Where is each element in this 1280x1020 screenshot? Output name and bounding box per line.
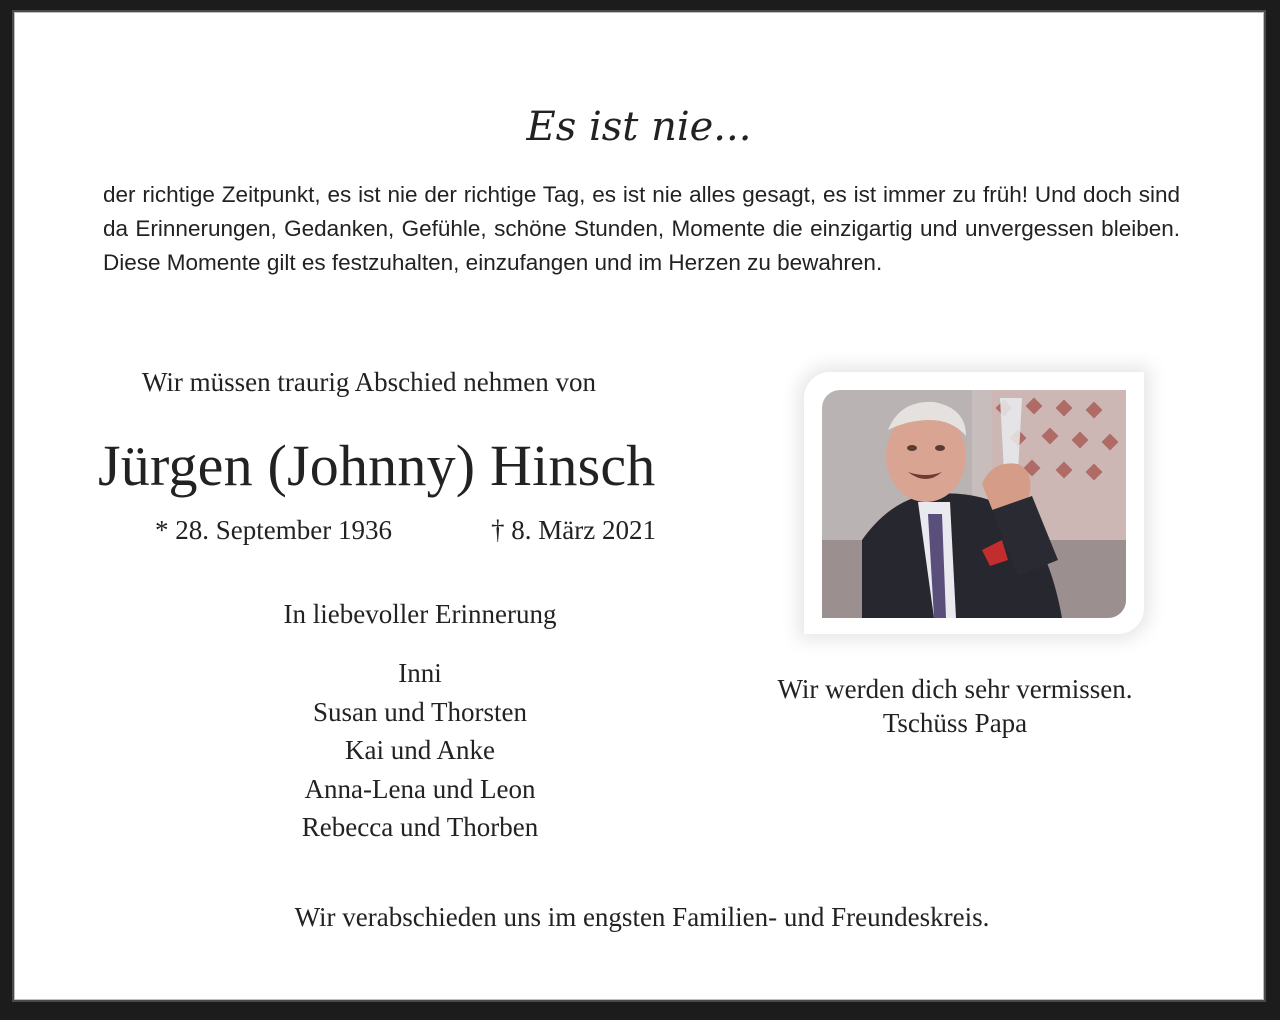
birth-date: * 28. September 1936 (155, 515, 392, 545)
tribute-text (739, 672, 1171, 740)
deceased-name: Jürgen (Johnny) Hinsch (98, 433, 656, 498)
family-list (170, 654, 670, 847)
portrait-frame (804, 372, 1144, 634)
intro-text: der richtige Zeitpunkt, es ist nie der richtige Tag, es ist nie alles gesagt, es ist immer zu früh! Und doch sind da Erinnerungen, Gedanken, Gefühle, schöne Stunden, Momente die einzigartig und unvergessen bleiben. Diese Momente gilt es festzuhalten, einzufangen und im Herzen zu bewahren. (103, 182, 1180, 275)
death-date: † 8. März 2021 (491, 515, 656, 545)
family-member: Anna-Lena und Leon (304, 773, 536, 804)
family-member: Inni (398, 658, 442, 688)
memory-line: In liebevoller Erinnerung (283, 599, 557, 629)
death-notice (12, 10, 1266, 1002)
tribute-line: Tschüss Papa (882, 708, 1028, 738)
family-member: Susan und Thorsten (313, 696, 527, 727)
headline: Es ist nie... (526, 104, 752, 150)
closing-line: Wir verabschieden uns im engsten Familien- und Freundeskreis. (294, 902, 990, 932)
tribute-line: Wir werden dich sehr vermissen. (777, 674, 1133, 704)
portrait-photo (822, 390, 1126, 618)
family-member: Rebecca und Thorben (301, 812, 539, 842)
farewell-lead: Wir müssen traurig Abschied nehmen von (141, 367, 597, 397)
family-member: Kai und Anke (345, 735, 495, 765)
portrait-image (822, 390, 1126, 618)
